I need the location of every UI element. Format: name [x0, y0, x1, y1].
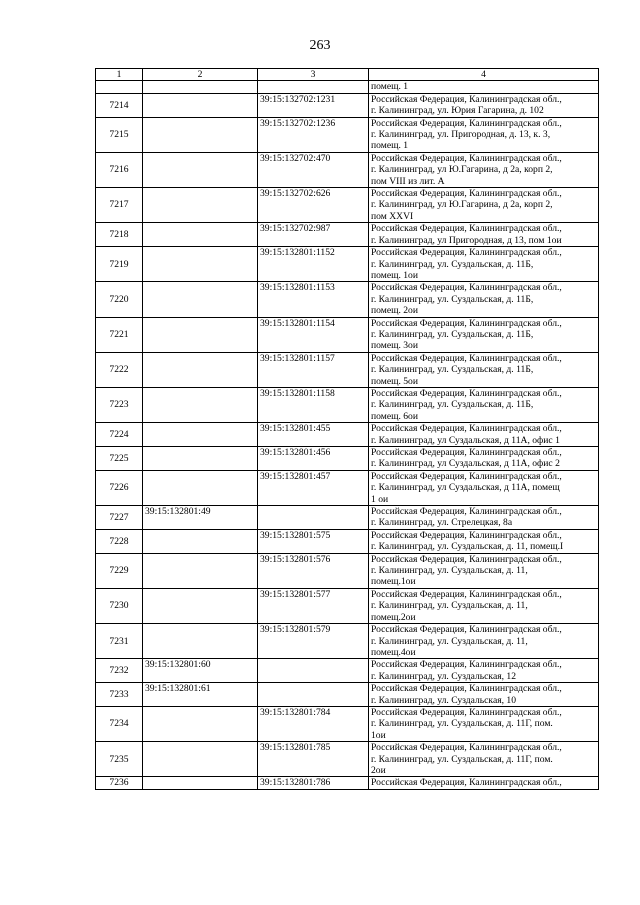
address-line: Российская Федерация, Калининградская обл.,: [371, 93, 562, 105]
cadastral-object-cell: 39:15:132801:1157: [258, 352, 369, 387]
cadastral-parcel-cell: [143, 553, 258, 588]
address-line: Российская Федерация, Калининградская обл.,: [371, 352, 562, 364]
row-number-cell: 7224: [96, 423, 143, 447]
address-line: Российская Федерация, Калининградская обл.,: [371, 282, 562, 294]
cadastral-parcel-cell: [143, 317, 258, 352]
address-line: 2ои: [371, 764, 386, 776]
row-number-cell: 7236: [96, 777, 143, 789]
table-row: [96, 117, 599, 152]
address-line: Российская Федерация, Калининградская обл.,: [371, 387, 562, 399]
registry-table-body: [96, 69, 599, 790]
cadastral-parcel-cell: [143, 387, 258, 422]
table-header-row: [96, 69, 599, 81]
page-number: 263: [309, 38, 331, 53]
cadastral-object-cell: 39:15:132801:784: [258, 706, 369, 741]
row-number-cell: 7218: [96, 223, 143, 247]
address-line: г. Калининград, ул. Суздальская, 10: [371, 694, 517, 706]
address-line: Российская Федерация, Калининградская обл.,: [371, 529, 562, 541]
address-line: г. Калининград, ул. Суздальская, д. 11Б,: [371, 258, 534, 270]
cadastral-object-cell: 39:15:132801:456: [258, 447, 369, 471]
table-row: [96, 683, 599, 707]
address-line: Российская Федерация, Калининградская обл.,: [371, 470, 562, 482]
cadastral-object-cell: 39:15:132702:1231: [258, 93, 369, 117]
cadastral-object-cell: [258, 81, 369, 93]
table-row: [96, 470, 599, 505]
address-line: г. Калининград, ул. Суздальская, д. 11,: [371, 565, 528, 577]
address-line: Российская Федерация, Калининградская обл.,: [371, 588, 562, 600]
cadastral-parcel-cell: 39:15:132801:49: [143, 506, 258, 530]
cadastral-parcel-cell: [143, 588, 258, 623]
cadastral-object-cell: 39:15:132801:1154: [258, 317, 369, 352]
address-line: 1 ои: [371, 493, 389, 505]
address-line: Российская Федерация, Калининградская обл.,: [371, 553, 562, 565]
cadastral-object-cell: 39:15:132801:785: [258, 742, 369, 777]
header-cell: 4: [369, 69, 599, 81]
address-line: г. Калининград, ул. Суздальская, д. 11Г, пом.: [371, 718, 553, 730]
address-cell: [369, 553, 599, 588]
cadastral-parcel-cell: [143, 152, 258, 187]
address-line: Российская Федерация, Калининградская обл.,: [371, 683, 562, 695]
address-line: помещ.1ои: [371, 576, 416, 588]
address-line: г. Калининград, ул Суздальская, д 11А, офис 1: [371, 434, 560, 446]
cadastral-parcel-cell: [143, 742, 258, 777]
address-line: Российская Федерация, Калининградская обл.,: [371, 706, 562, 718]
address-cell: [369, 223, 599, 247]
cadastral-parcel-cell: [143, 470, 258, 505]
cadastral-parcel-cell: 39:15:132801:60: [143, 659, 258, 683]
cadastral-parcel-cell: [143, 423, 258, 447]
table-row: [96, 152, 599, 187]
table-row: [96, 317, 599, 352]
address-line: Российская Федерация, Калининградская обл.,: [371, 117, 562, 129]
cadastral-object-cell: 39:15:132801:579: [258, 624, 369, 659]
address-line: пом XXVI: [371, 210, 414, 222]
address-line: помещ. 2ои: [371, 305, 418, 317]
address-line: г. Калининград, ул. Суздальская, д. 11Б,: [371, 293, 534, 305]
row-number-cell: [96, 81, 143, 93]
address-cell: [369, 624, 599, 659]
table-row: [96, 387, 599, 422]
cadastral-parcel-cell: [143, 447, 258, 471]
address-line: г. Калининград, ул. Суздальская, 12: [371, 670, 517, 682]
row-number-cell: 7234: [96, 706, 143, 741]
cadastral-object-cell: [258, 506, 369, 530]
cadastral-object-cell: 39:15:132702:626: [258, 188, 369, 223]
row-number-cell: 7221: [96, 317, 143, 352]
address-line: Российская Федерация, Калининградская обл.,: [371, 447, 562, 458]
row-number-cell: 7223: [96, 387, 143, 422]
address-line: помещ. 6ои: [371, 410, 418, 422]
table-row: [96, 223, 599, 247]
address-line: Российская Федерация, Калининградская обл.,: [371, 317, 562, 329]
table-row: [96, 588, 599, 623]
cadastral-parcel-cell: [143, 706, 258, 741]
address-cell: [369, 447, 599, 471]
table-row: [96, 247, 599, 282]
address-cell: [369, 81, 599, 93]
address-line: г. Калининград, ул Ю.Гагарина, д 2а, корп 2,: [371, 164, 553, 176]
address-line: помещ.4ои: [371, 646, 416, 658]
row-number-cell: 7216: [96, 152, 143, 187]
table-row: [96, 742, 599, 777]
address-line: помещ. 1: [371, 81, 409, 93]
address-line: Российская Федерация, Калининградская обл.,: [371, 624, 562, 636]
address-line: г. Калининград, ул. Суздальская, д. 11Б,: [371, 399, 534, 411]
cadastral-object-cell: 39:15:132801:1153: [258, 282, 369, 317]
address-line: г. Калининград, ул. Суздальская, д. 11,: [371, 600, 528, 612]
address-line: г. Калининград, ул. Пригородная, д. 13, к. 3,: [371, 129, 551, 141]
address-cell: [369, 352, 599, 387]
address-cell: [369, 117, 599, 152]
row-number-cell: 7230: [96, 588, 143, 623]
cadastral-object-cell: 39:15:132801:1158: [258, 387, 369, 422]
cadastral-parcel-cell: [143, 282, 258, 317]
row-number-cell: 7217: [96, 188, 143, 223]
cadastral-object-cell: 39:15:132801:786: [258, 777, 369, 789]
row-number-cell: 7220: [96, 282, 143, 317]
cadastral-object-cell: 39:15:132702:1236: [258, 117, 369, 152]
address-line: Российская Федерация, Калининградская обл.,: [371, 188, 562, 200]
cadastral-object-cell: 39:15:132801:577: [258, 588, 369, 623]
cadastral-parcel-cell: [143, 777, 258, 789]
table-row: [96, 624, 599, 659]
address-cell: [369, 470, 599, 505]
address-cell: [369, 93, 599, 117]
cadastral-parcel-cell: 39:15:132801:61: [143, 683, 258, 707]
address-line: Российская Федерация, Калининградская обл.,: [371, 247, 562, 259]
table-row: [96, 553, 599, 588]
address-line: г. Калининград, ул. Суздальская, д. 11Б,: [371, 364, 534, 376]
address-cell: [369, 706, 599, 741]
address-cell: [369, 777, 599, 789]
table-row: [96, 529, 599, 553]
table-row: [96, 659, 599, 683]
address-line: г. Калининград, ул. Юрия Гагарина, д. 102: [371, 105, 544, 117]
table-row: [96, 93, 599, 117]
table-row: [96, 447, 599, 471]
table-row: [96, 282, 599, 317]
cadastral-parcel-cell: [143, 93, 258, 117]
address-cell: [369, 742, 599, 777]
address-line: г. Калининград, ул. Суздальская, д. 11,: [371, 635, 528, 647]
table-row: [96, 706, 599, 741]
cadastral-object-cell: 39:15:132801:1152: [258, 247, 369, 282]
row-number-cell: 7226: [96, 470, 143, 505]
registry-table: [95, 68, 599, 790]
address-cell: [369, 683, 599, 707]
address-line: Российская Федерация, Калининградская обл.,: [371, 423, 562, 435]
address-line: Российская Федерация, Калининградская обл.,: [371, 742, 562, 754]
cadastral-object-cell: 39:15:132702:470: [258, 152, 369, 187]
address-line: г. Калининград, ул. Стрелецкая, 8а: [371, 517, 513, 529]
row-number-cell: 7222: [96, 352, 143, 387]
address-cell: [369, 282, 599, 317]
row-number-cell: 7233: [96, 683, 143, 707]
table-row: [96, 352, 599, 387]
address-line: Российская Федерация, Калининградская обл.,: [371, 777, 562, 789]
row-number-cell: 7219: [96, 247, 143, 282]
cadastral-parcel-cell: [143, 529, 258, 553]
cadastral-parcel-cell: [143, 188, 258, 223]
cadastral-object-cell: 39:15:132801:576: [258, 553, 369, 588]
cadastral-object-cell: 39:15:132801:457: [258, 470, 369, 505]
table-row: [96, 423, 599, 447]
cadastral-object-cell: [258, 683, 369, 707]
cadastral-parcel-cell: [143, 117, 258, 152]
cadastral-parcel-cell: [143, 223, 258, 247]
address-line: помещ. 1: [371, 140, 409, 152]
address-cell: [369, 152, 599, 187]
address-line: Российская Федерация, Калининградская обл.,: [371, 223, 562, 235]
header-cell: 1: [96, 69, 143, 81]
address-line: пом VIII из лит. А: [371, 175, 445, 187]
address-line: помещ. 3ои: [371, 340, 418, 352]
cadastral-parcel-cell: [143, 247, 258, 282]
address-line: Российская Федерация, Калининградская обл.,: [371, 152, 562, 164]
row-number-cell: 7231: [96, 624, 143, 659]
address-cell: [369, 588, 599, 623]
address-line: помещ. 5ои: [371, 375, 418, 387]
header-cell: 2: [143, 69, 258, 81]
row-number-cell: 7235: [96, 742, 143, 777]
address-line: помещ. 1ои: [371, 269, 418, 281]
address-line: Российская Федерация, Калининградская обл.,: [371, 506, 562, 518]
address-line: г. Калининград, ул Суздальская, д 11А, офис 2: [371, 458, 560, 470]
address-cell: [369, 387, 599, 422]
table-row: [96, 188, 599, 223]
address-line: Российская Федерация, Калининградская обл.,: [371, 659, 562, 671]
address-cell: [369, 659, 599, 683]
address-line: помещ.2ои: [371, 611, 416, 623]
cadastral-object-cell: 39:15:132702:987: [258, 223, 369, 247]
table-row: [96, 777, 599, 789]
row-number-cell: 7214: [96, 93, 143, 117]
address-line: г. Калининград, ул Ю.Гагарина, д 2а, корп 2,: [371, 199, 553, 211]
address-line: г. Калининград, ул. Суздальская, д. 11Б,: [371, 328, 534, 340]
address-cell: [369, 423, 599, 447]
row-number-cell: 7215: [96, 117, 143, 152]
cadastral-object-cell: [258, 659, 369, 683]
table-row: [96, 506, 599, 530]
address-cell: [369, 506, 599, 530]
header-cell: 3: [258, 69, 369, 81]
cadastral-object-cell: 39:15:132801:455: [258, 423, 369, 447]
row-number-cell: 7229: [96, 553, 143, 588]
row-number-cell: 7225: [96, 447, 143, 471]
address-line: г. Калининград, ул Суздальская, д 11А, помещ: [371, 482, 560, 494]
address-cell: [369, 317, 599, 352]
address-line: г. Калининград, ул. Суздальская, д. 11, помещ.I: [371, 541, 564, 553]
address-line: г. Калининград, ул. Суздальская, д. 11Г, пом.: [371, 753, 553, 765]
cadastral-object-cell: 39:15:132801:575: [258, 529, 369, 553]
row-number-cell: 7232: [96, 659, 143, 683]
address-cell: [369, 188, 599, 223]
row-number-cell: 7228: [96, 529, 143, 553]
cadastral-parcel-cell: [143, 624, 258, 659]
cadastral-parcel-cell: [143, 352, 258, 387]
address-cell: [369, 247, 599, 282]
table-row: [96, 81, 599, 93]
address-line: 1ои: [371, 729, 386, 741]
cadastral-parcel-cell: [143, 81, 258, 93]
address-line: г. Калининград, ул Пригородная, д 13, пом 1ои: [371, 234, 562, 246]
row-number-cell: 7227: [96, 506, 143, 530]
address-cell: [369, 529, 599, 553]
